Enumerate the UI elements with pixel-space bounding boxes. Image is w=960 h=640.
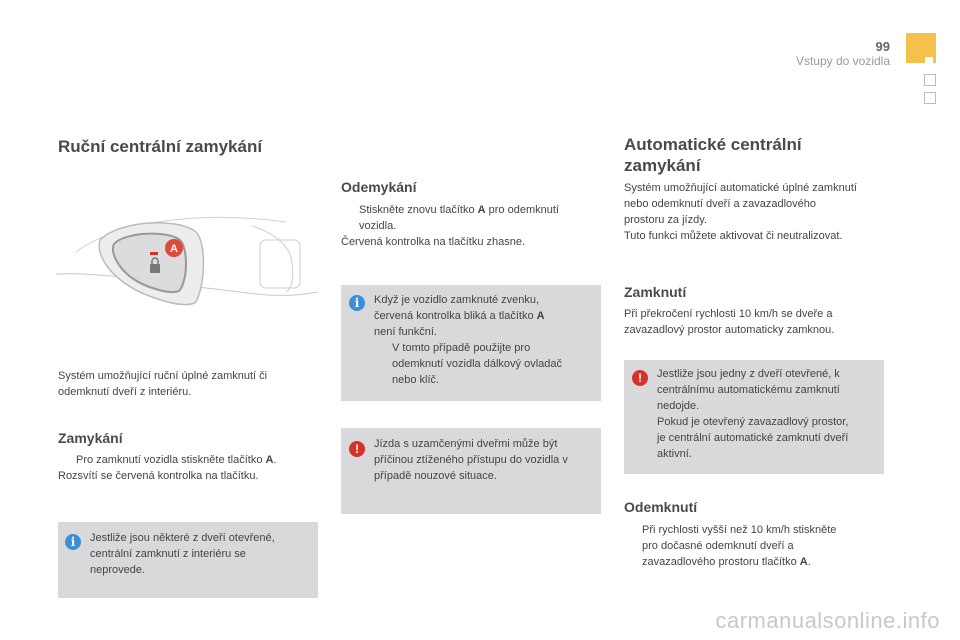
unlocking-text: Stiskněte znovu tlačítko A pro odemknutí vozidla. Červená kontrolka na tlačítku zhasne. — [341, 204, 559, 248]
warning-icon: ! — [632, 370, 648, 386]
locking-heading: Zamykání — [58, 430, 123, 446]
warning-note-text: Jestliže jsou jedny z dveří otevřené, k centrálnímu automatickému zamknutí nedojde. Pokud je otevřený zavazadlový prostor, je centrální automatické zamknutí dveří aktivní. — [657, 368, 849, 460]
auto-unlock-text: Při rychlosti vyšší než 10 km/h stiskněte pro dočasné odemknutí dveří a zavazadlového prostoru tlačítko A. — [642, 524, 837, 568]
page-number: 99 — [875, 39, 890, 54]
section-title: Vstupy do vozidla — [795, 54, 890, 68]
chapter-tab-outline — [924, 74, 936, 86]
info-note-text: Jestliže jsou některé z dveří otevřené, centrální zamknutí z interiéru se neprovede. — [90, 532, 275, 576]
automatic-locking-intro: Systém umožňující automatické úplné zamknutí nebo odemknutí dveří a zavazadlového prostoru za jízdy. Tuto funkci můžete aktivovat či neutralizovat. — [624, 182, 857, 242]
chapter-tab-outline — [924, 92, 936, 104]
illustration-label-a: A — [170, 243, 178, 255]
manual-locking-intro: Systém umožňující ruční úplné zamknutí či odemknutí dveří z interiéru. — [58, 370, 268, 398]
locking-text: Pro zamknutí vozidla stiskněte tlačítko A. Rozsvítí se červená kontrolka na tlačítku. — [58, 454, 277, 482]
warning-icon: ! — [349, 441, 365, 457]
unlocking-heading: Odemykání — [341, 179, 417, 195]
info-icon: i — [349, 295, 365, 311]
lock-button-illustration — [56, 192, 318, 332]
auto-lock-heading: Zamknutí — [624, 284, 687, 300]
automatic-locking-title: Automatické centrální zamykání — [624, 135, 802, 175]
info-note-text: Když je vozidlo zamknuté zvenku, červená kontrolka bliká a tlačítko A není funkční. V tomto případě použijte pro odemknutí vozidla dálkový ovladač nebo klíč. — [374, 294, 562, 386]
auto-unlock-heading: Odemknutí — [624, 499, 698, 515]
manual-locking-title: Ruční centrální zamykání — [58, 137, 263, 156]
auto-lock-text: Při překročení rychlosti 10 km/h se dveře a zavazadlový prostor automaticky zamknou. — [624, 308, 835, 336]
info-icon: i — [65, 534, 81, 550]
watermark: carmanualsonline.info — [715, 608, 940, 633]
chapter-tab — [906, 33, 936, 63]
warning-note-text: Jízda s uzamčenými dveřmi může být příčinou ztíženého přístupu do vozidla v případě nouzové situace. — [374, 438, 568, 482]
